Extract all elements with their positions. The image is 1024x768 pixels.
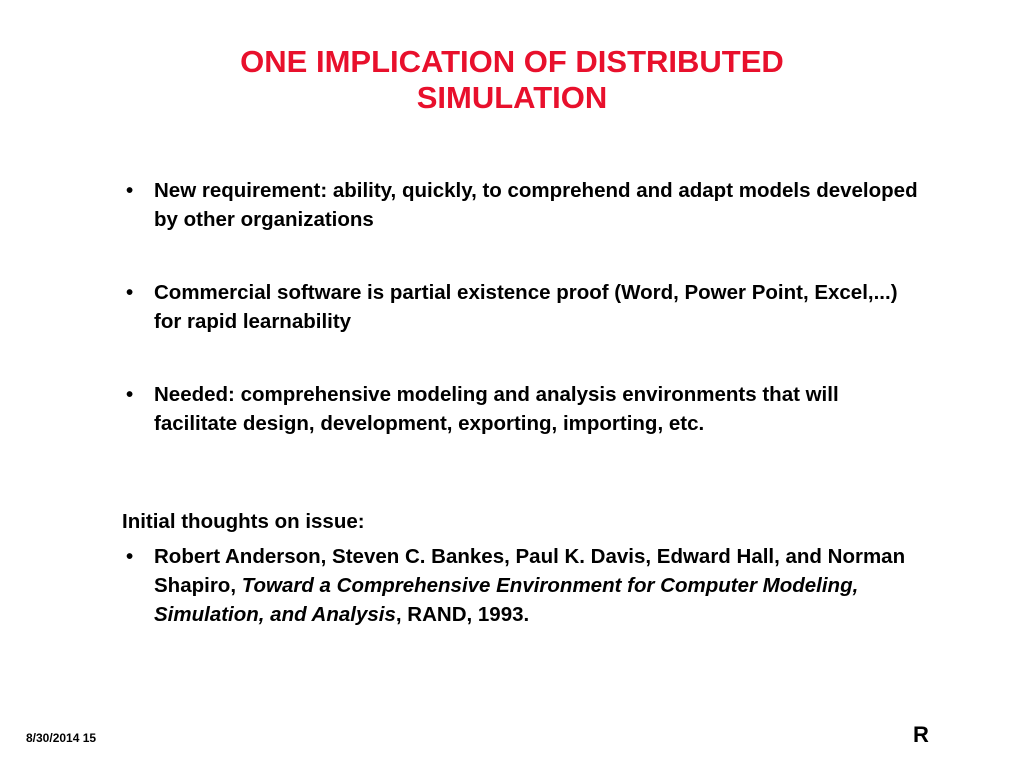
bullet-icon: •	[126, 545, 134, 568]
section-heading: Initial thoughts on issue:	[122, 510, 365, 533]
bullet-text: New requirement: ability, quickly, to comprehend and adapt models developed by other organizations	[154, 179, 918, 231]
slide-title-line-2: SIMULATION	[416, 80, 608, 115]
reference-authors: Robert Anderson, Steven C. Bankes, Paul K. Davis, Edward Hall, and Norman Shapiro,	[154, 545, 906, 597]
reference-list	[122, 542, 912, 629]
bullet-item	[122, 176, 922, 234]
footer-logo-letter: R	[913, 722, 929, 747]
bullet-text: Commercial software is partial existence proof (Word, Power Point, Excel,...) for rapid learnability	[154, 281, 898, 333]
bullet-icon: •	[126, 281, 134, 304]
slide-title-line-1: ONE IMPLICATION OF DISTRIBUTED	[240, 44, 784, 79]
reference-publisher: , RAND, 1993.	[395, 603, 530, 626]
reference-item	[122, 542, 912, 629]
bullet-icon: •	[126, 383, 134, 406]
slide-title	[150, 44, 874, 116]
bullet-item	[122, 278, 922, 336]
footer-date-page: 8/30/2014 15	[26, 731, 97, 745]
bullet-icon: •	[126, 179, 134, 202]
bullet-text: Needed: comprehensive modeling and analysis environments that will facilitate design, development, exporting, importing, etc.	[154, 383, 839, 435]
reference-book-title: Toward a Comprehensive Environment for Computer Modeling, Simulation, and Analysis	[154, 574, 859, 626]
bullet-list	[122, 176, 922, 438]
bullet-item	[122, 380, 922, 438]
